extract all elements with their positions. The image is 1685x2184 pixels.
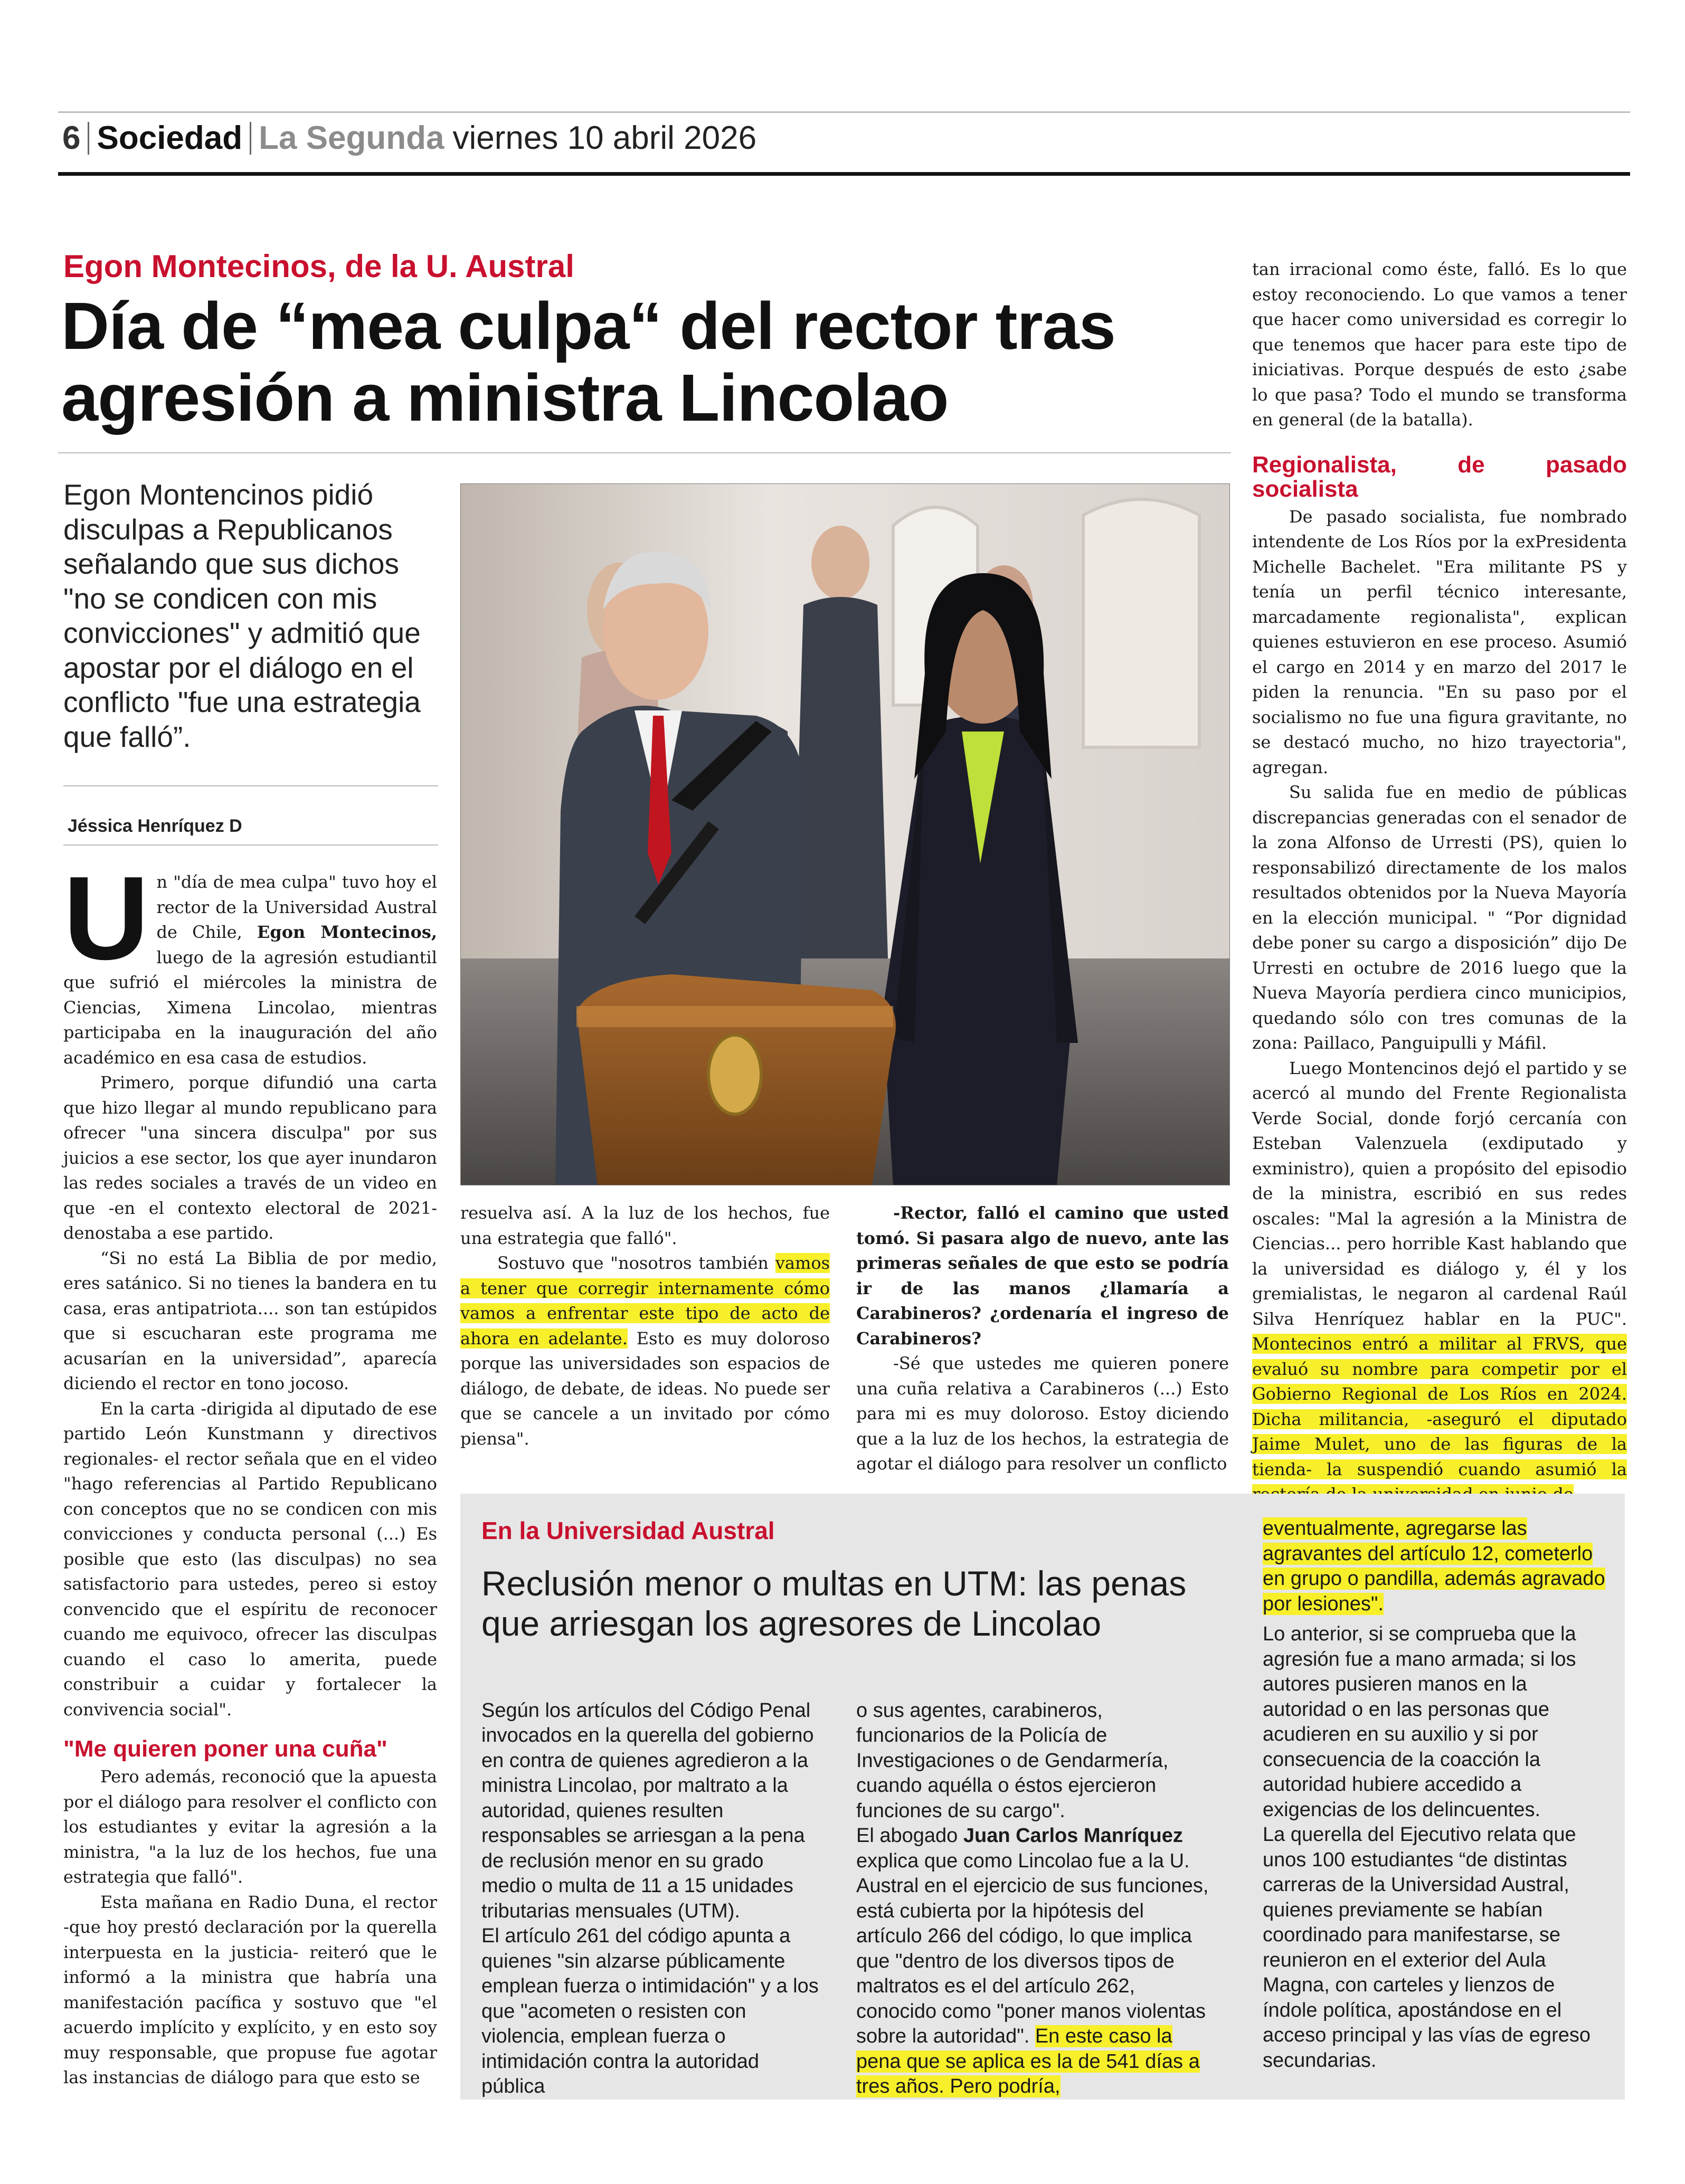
box-text: explica que como Lincolao fue a la U. Austral en el ejercicio de sus funciones, está cubierta por la hipótesis del artículo 266 del código, lo que implica que "dentro de los diversos tipos de maltratos es el del artículo 262, conocido como "poner manos violentas sobre la autoridad". — [856, 1849, 1209, 2047]
body-paragraph: Pero además, reconoció que la apuesta por el diálogo para resolver el conflicto con los estudiantes y evitar la agresión a la ministra, "a la luz de los hechos, fue una estrategia que falló". — [63, 1767, 437, 1887]
article-column-2 — [460, 1201, 830, 1451]
lead-rule — [63, 785, 438, 786]
body-paragraph — [1252, 1056, 1627, 1507]
box-kicker: En la Universidad Austral — [481, 1517, 775, 1544]
headline — [61, 290, 1115, 434]
news-photo — [460, 483, 1230, 1185]
body-paragraph: Primero, porque difundió una carta que hizo llegar al mundo republicano para ofrecer "una sincera disculpa" por sus juicios a ese sector, los que ayer inundaron las redes sociales a través de un video en que -en el contexto electoral de 2021- denostaba a ese partido. — [63, 1072, 437, 1243]
body-paragraph: De pasado socialista, fue nombrado intendente de Los Ríos por la exPresidenta Michelle Bachelet. "Era militante PS y tenía un perfil técnico interesante, marcadamente regionalista", explican quienes estuvieron en ese proceso. Asumió el cargo en 2014 y en marzo del 2017 le piden la renuncia. "En su paso por el socialismo no fue una figura gravitante, no se destacó mucho, no hizo trayectoria", agregan. — [1252, 506, 1627, 777]
interview-answer: -Sé que ustedes me quieren ponere una cuña relativa a Carabineros (...) Esto para mi es muy doloroso. Estoy diciendo que a la luz de los hechos, la estrategia de agotar el diálogo para resolver un conflicto — [856, 1353, 1229, 1474]
header-divider — [88, 122, 89, 155]
subhead: "Me quieren poner una cuña" — [63, 1736, 387, 1762]
paragraph-text: Luego Montencinos dejó el partido y se acercó al mundo del Frente Regionalista Verde Social, donde forjó cercanía con Esteban Valenzuela (exdiputado y exministro), quien a propósito del episodio de la ministra, escribió en sus redes oscales: "Mal la agresión a la Ministra de Ciencias... pero horrible Kast hablando que la universidad es diálogo y, él y los gremialistas, le negaron al cardenal Raúl Silva Henríquez hablar en la PUC". — [1252, 1058, 1627, 1329]
box-paragraph — [1263, 1516, 1608, 1617]
paragraph-text: Esto es muy doloroso porque las universidades son espacios de diálogo, de debate, de ideas. No puede ser que se cancele a un invitado por cómo piensa". — [460, 1328, 830, 1449]
byline: Jéssica Henríquez D — [68, 816, 242, 836]
interview-question — [856, 1201, 1229, 1351]
headline-line: Día de “mea culpa“ del rector tras — [61, 289, 1115, 363]
article-kicker: Egon Montecinos, de la U. Austral — [63, 249, 574, 284]
body-paragraph: Su salida fue en medio de públicas discrepancias generadas con el senador de la zona Alfonso de Urresti (PS), quien lo responsabilizó directamente de los malos resultados obtenidos por la Nueva Mayoría en la elección municipal. " “Por dignidad debe poner su cargo a disposición” dijo De Urresti en octubre de 2016 luego que la Nueva Mayoría perdiera cinco municipios, quedando sólo con tres comunas de la zona: Paillaco, Panguipulli y Máfil. — [1252, 782, 1627, 1053]
paragraph-text: Sostuvo que "nosotros también — [497, 1253, 775, 1273]
paragraph-text: n "día de mea culpa" tuvo hoy el rector de la Universidad Austral de Chile, — [156, 872, 437, 942]
box-text: Según los artículos del Código Penal invocados en la querella del gobierno en contra de quienes agredieron a la ministra Lincolao, por maltrato a la autoridad, quienes resulten responsables se arriesgan a la pena de reclusión menor en su grado medio o multa de 11 a 15 unidades tributarias mensuales (UTM). El artículo 261 del código apunta a quienes "sin alzarse públicamente emplean fuerza o intimidación" y a los que "acometen o resisten con violencia, emplean fuerza o intimidación contra la autoridad pública — [481, 1699, 819, 2097]
box-paragraph: La querella del Ejecutivo relata que unos 100 estudiantes “de distintas carreras de la Universidad Austral, quienes previamente se habían coordinado para manifestarse, se reunieron en el exterior del Aula Magna, con carteles y lienzos de índole política, apostándose en el acceso principal y las vías de egreso secundarias. — [1263, 1824, 1591, 2072]
highlighted-text: Montecinos entró a militar al FRVS, que evaluó su nombre para competir por el Gobierno Regional de Los Ríos en 2024. Dicha militancia, -aseguró el diputado Jaime Mulet, uno de las figuras de la tienda- la suspendió cuando asumió la — [1252, 1334, 1627, 1504]
body-paragraph: “Si no está La Biblia de por medio, eres satánico. Si no tienes la bandera en tu casa, eras antipatriota.... son tan estúpidos que si escucharan este programa me acusarían en la universidad”, aparecía diciendo el rector en tono jocoso. — [63, 1248, 437, 1393]
highlighted-text: vamos a tener que corregir internamente cómo vamos a enfrentar este tipo de acto de ahora en adelante. — [460, 1253, 830, 1349]
subhead: Regionalista, de pasado socialista — [1252, 451, 1627, 502]
body-paragraph: Esta mañana en Radio Duna, el rector -que hoy prestó declaración por la querella interpuesta en la justicia- reiteró que le informó a la ministra que habría una manifestación pacífica y sostuvo que "el acuerdo implícito y explícito, y en esto soy muy responsable, que propuse fue agotar las instancias de diálogo para que esto se — [63, 1892, 437, 2087]
body-paragraph: tan irracional como éste, falló. Es lo que estoy reconociendo. Lo que vamos a tener que hacer como universidad es corregir lo que tenemos que hacer para este tipo de iniciativas. Porque después de esto ¿sabe lo que pasa? Todo el mundo se transforma en general (de la batalla). — [1252, 259, 1627, 430]
issue-date: viernes 10 abril 2026 — [452, 120, 757, 156]
article-column-4 — [1252, 257, 1627, 1507]
box-text: o sus agentes, carabineros, funcionarios de la Policía de Investigaciones o de Gendarmería, cuando aquélla o éstos ejercieron funciones de su cargo". El abogado — [856, 1699, 1169, 1847]
box-column-3 — [1263, 1516, 1608, 2073]
headline-rule — [58, 452, 1231, 453]
box-column-1 — [481, 1673, 819, 2100]
paragraph-text: luego de la agresión estudiantil que sufrió el miércoles la ministra de Ciencias, Ximena Lincolao, mientras participaba en la inauguración del año académico en esa casa de estudios. — [63, 947, 437, 1068]
section-name: Sociedad — [97, 120, 243, 156]
lead-paragraph: Egon Montencinos pidió disculpas a Republicanos señalando que sus dichos "no se condicen con mis convicciones" y admitió que apostar por el diálogo en el conflicto "fue una estrategia que falló”. — [63, 478, 421, 753]
body-paragraph — [460, 1251, 830, 1451]
headline-line: agresión a ministra Lincolao — [61, 360, 949, 435]
article-column-3 — [856, 1201, 1229, 1477]
question-text: -Rector, falló el camino que usted tomó. Si pasara algo de nuevo, ante las primeras señales de que esto se podría ir de las manos ¿llamaría a Carabineros? ¿ordenaría el ingreso de Carabineros? — [856, 1203, 1229, 1349]
highlighted-text: En este caso la pena que se aplica es la de 541 días a tres años. Pero podría, — [856, 2025, 1200, 2097]
drop-cap: U — [63, 851, 149, 984]
header-rule — [58, 172, 1630, 176]
header-divider — [250, 122, 251, 155]
box-paragraph: Lo anterior, si se comprueba que la agresión fue a mano armada; si los autores pusieren manos en la autoridad o en las personas que acudieren en su auxilio y si por consecuencia de la coacción la autoridad hubiere accedido a exigencias de los delincuentes. — [1263, 1623, 1576, 1821]
body-paragraph: resuelva así. A la luz de los hechos, fue una estrategia que falló". — [460, 1203, 830, 1248]
box-column-2 — [856, 1673, 1215, 2100]
top-rule — [58, 111, 1630, 113]
body-paragraph: En la carta -dirigida al diputado de ese partido León Kunstmann y directivos regionales- el rector señala que en el video "hago referencias al Partido Republicano con conceptos que no se condicen con mis convicciones y conducta personal (...) Es posible que esto (las disculpas) no sea satisfactorio para ustedes, pereo si estoy convencido que el espíritu de reconocer cuando me equivoco, ofrecer las disculpas cuando el caso lo amerita, puede constribuir a cuidar y fortalecer la convivencia social". — [63, 1398, 437, 1720]
lawyer-name: Juan Carlos Manríquez — [963, 1825, 1183, 1847]
article-column-1 — [63, 851, 438, 2091]
page-header — [62, 117, 756, 159]
byline-rule — [63, 844, 438, 846]
page-number: 6 — [62, 120, 81, 156]
body-paragraph — [63, 851, 438, 1070]
rector-name: Egon Montecinos, — [257, 922, 438, 942]
paper-name: La Segunda — [259, 120, 444, 156]
box-title: Reclusión menor o multas en UTM: las penas que arriesgan los agresores de Lincolao — [481, 1564, 1187, 1643]
highlighted-text: eventualmente, agregarse las agravantes del artículo 12, cometerlo en grupo o pandilla, además agravado por lesiones". — [1263, 1517, 1605, 1615]
